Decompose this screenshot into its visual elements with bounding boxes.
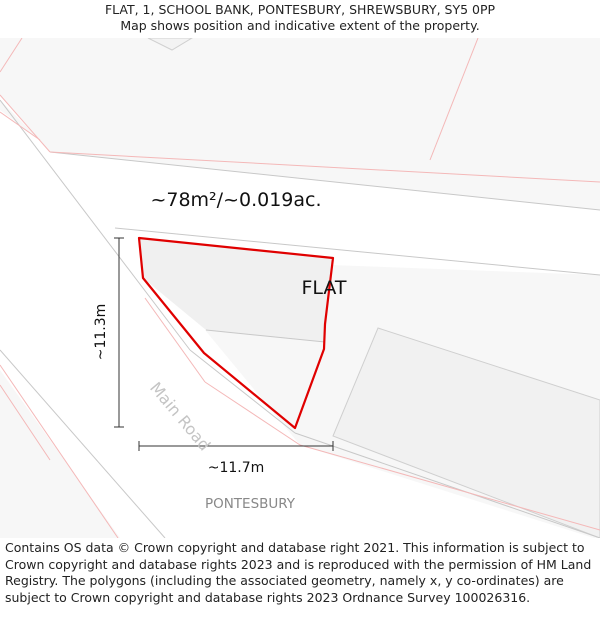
map-canvas bbox=[0, 38, 600, 538]
map-title: FLAT, 1, SCHOOL BANK, PONTESBURY, SHREWSBURY, SY5 0PP bbox=[104, 2, 496, 17]
map-subtitle: Map shows position and indicative extent of the property. bbox=[120, 18, 480, 33]
area-label: ~78m²/~0.019ac. bbox=[150, 189, 322, 211]
road-label: Main Road bbox=[146, 378, 215, 455]
width-dimension-label: ~11.7m bbox=[207, 460, 265, 476]
header bbox=[0, 0, 600, 34]
dimension-height bbox=[114, 238, 124, 427]
place-label: PONTESBURY bbox=[204, 496, 296, 512]
attribution-text: Contains OS data © Crown copyright and database right 2021. This information is subject to Crown copyright and database rights 2023 and is reproduced with the permission of HM Land Registry. The polygons (including the associated geometry, namely x, y co-ordinates) are subject to Crown copyright and database rights 2023 Ordnance Survey 100026316. bbox=[5, 540, 592, 605]
property-label: FLAT bbox=[301, 277, 347, 299]
height-dimension-label: ~11.3m bbox=[93, 303, 109, 361]
parcel-top-left bbox=[0, 38, 600, 210]
parcel-bottom-left bbox=[0, 370, 120, 538]
